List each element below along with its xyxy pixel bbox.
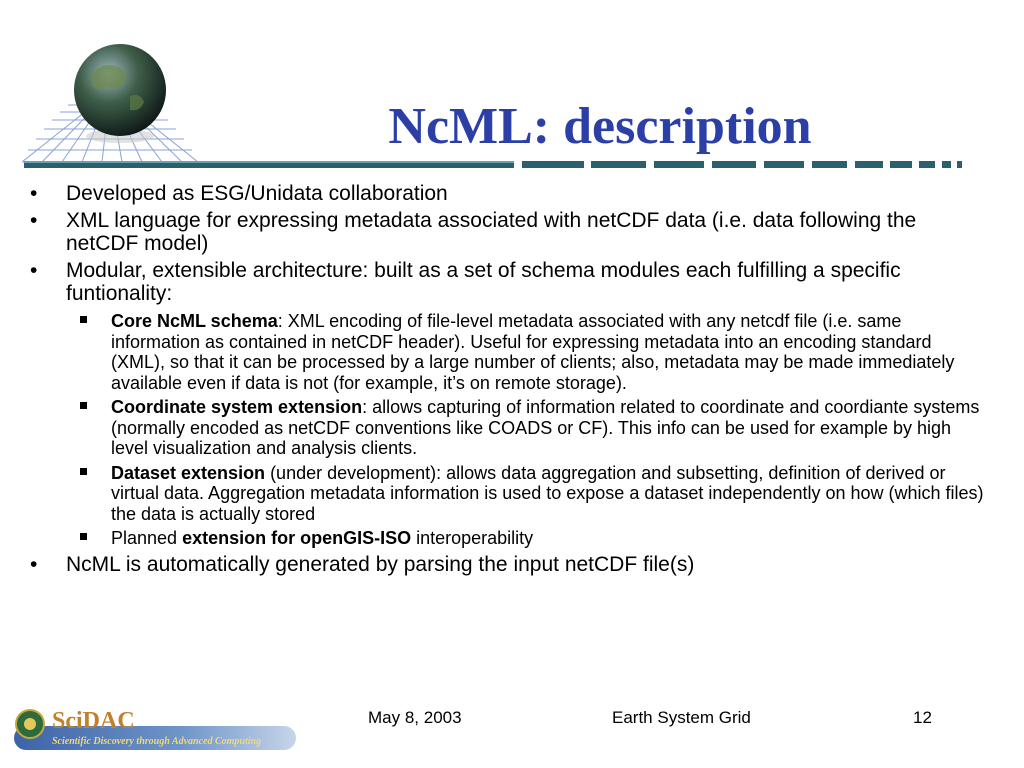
bullet-3: • Modular, extensible architecture: built as a set of schema modules each fulfilling a specific funtionality:	[30, 259, 901, 305]
bullet-dot-icon: •	[30, 552, 38, 576]
globe-grid-logo	[22, 22, 198, 167]
square-bullet-icon	[80, 468, 87, 475]
bullet-dot-icon: •	[30, 259, 38, 282]
sub-bullet-core-schema: Core NcML schema: XML encoding of file-level metadata associated with any netcdf file (i.e. same information as contained in netCDF header). Useful for expressing metadata into an encoding standard (XML), so that it can be processed by a large number of clients; also, metadata may be made immediately available even if data is not (for example, it’s on remote storage).	[0, 311, 1024, 393]
bullet-4: • NcML is automatically generated by parsing the input netCDF file(s)	[30, 552, 695, 576]
bullet-dot-icon: •	[30, 209, 38, 232]
sub-bullet-coordinate-extension: Coordinate system extension: allows capturing of information related to coordinate and coordiante systems (normally encoded as netCDF conventions like COADS or CF). This info can be used for example by high level visualization and analysis clients.	[0, 397, 1024, 459]
bullet-1: • Developed as ESG/Unidata collaboration	[30, 182, 448, 205]
sub-bullet-opengis: Planned extension for openGIS-ISO interoperability	[0, 528, 1024, 549]
scidac-logo	[14, 698, 296, 754]
square-bullet-icon	[80, 316, 87, 323]
slide-title: NcML: description	[388, 97, 812, 155]
square-bullet-icon	[80, 533, 87, 540]
sub-bullet-list	[0, 311, 1024, 549]
title-divider	[24, 160, 964, 170]
footer-center: Earth System Grid	[612, 708, 751, 727]
slide-body	[0, 182, 1024, 580]
bullet-2: • XML language for expressing metadata associated with netCDF data (i.e. data following the netCDF model)	[30, 209, 917, 255]
footer-date: May 8, 2003	[368, 708, 462, 727]
sub-bullet-dataset-extension: Dataset extension (under development): allows data aggregation and subsetting, definition of derived or virtual data. Aggregation metadata information is used to expose a dataset independently on how (which files) the data is actually stored	[0, 463, 1024, 525]
square-bullet-icon	[80, 402, 87, 409]
bullet-dot-icon: •	[30, 182, 38, 205]
svg-text:Scientific Discovery through A: Scientific Discovery through Advanced Computing	[52, 736, 262, 747]
svg-text:SciDAC: SciDAC	[52, 708, 135, 734]
footer-page-number: 12	[913, 708, 932, 727]
